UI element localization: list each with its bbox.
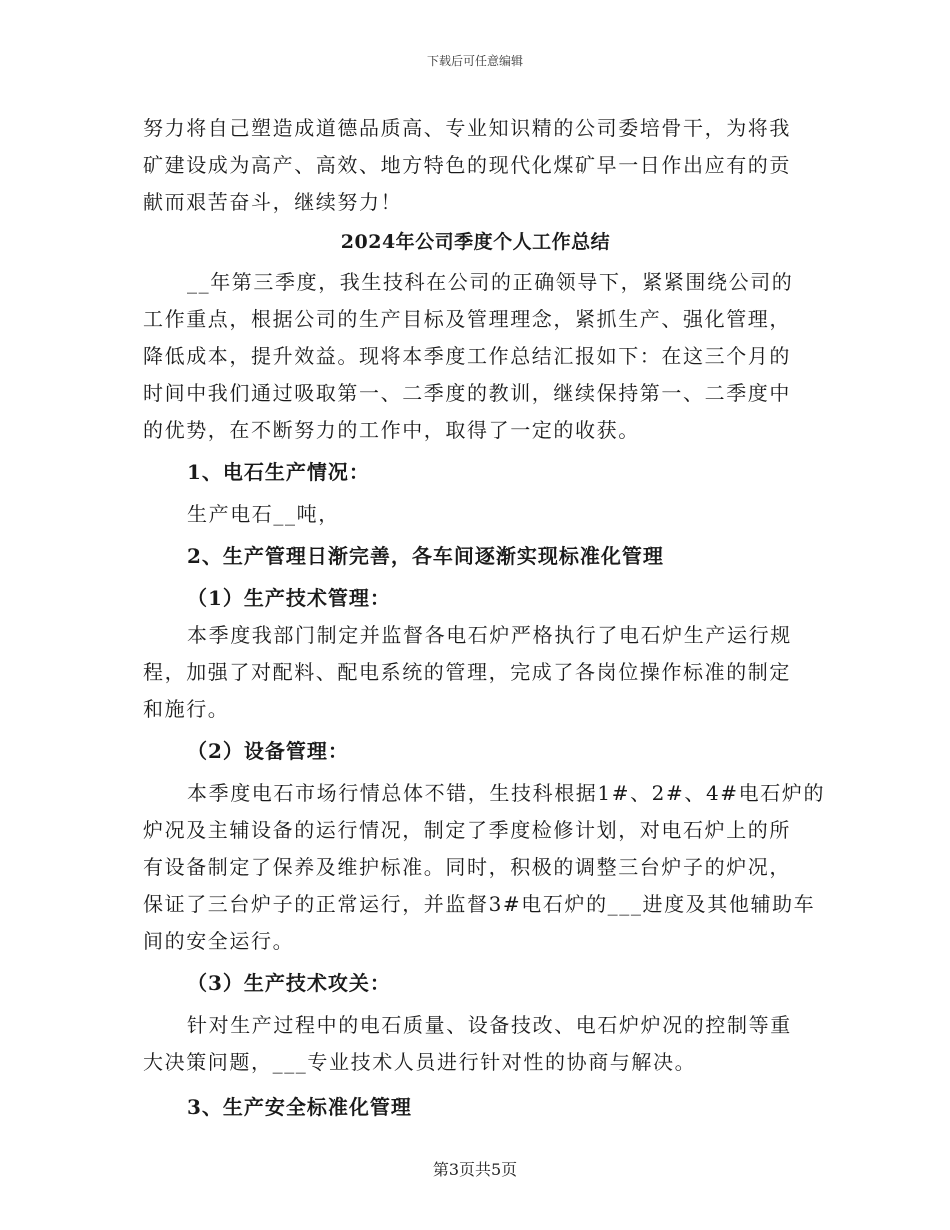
paragraph-line: 献而艰苦奋斗，继续努力！ [143,190,403,214]
page-header: 下载后可任意编辑 [426,54,523,68]
paragraph-line: 本季度我部门制定并监督各电石炉严格执行了电石炉生产运行规 [187,623,792,647]
document-body [143,110,826,1126]
paragraph-line: 大决策问题，___专业技术人员进行针对性的协商与解决。 [143,1050,697,1074]
paragraph-line: 保证了三台炉子的正常运行，并监督3#电石炉的___进度及其他辅助车 [143,892,816,916]
section-heading: 3、生产安全标准化管理 [187,1095,412,1119]
paragraph-line: 有设备制定了保养及维护标准。同时，积极的调整三台炉子的炉况， [143,855,791,879]
paragraph-line: 生产电石__吨， [187,502,340,526]
paragraph-line: 炉况及主辅设备的运行情况，制定了季度检修计划，对电石炉上的所 [143,818,791,842]
paragraph-line: 间的安全运行。 [143,929,295,953]
paragraph-line: 努力将自己塑造成道德品质高、专业知识精的公司委培骨干，为将我 [143,116,791,140]
section-heading: 2、生产管理日渐完善，各车间逐渐实现标准化管理 [187,544,664,568]
subsection-heading: （1）生产技术管理： [187,586,391,610]
paragraph-line: 和施行。 [143,697,230,721]
page-number: 第3页共5页 [432,1160,518,1179]
paragraph-line: 的优势，在不断努力的工作中，取得了一定的收获。 [143,418,640,442]
paragraph-line: 降低成本，提升效益。现将本季度工作总结汇报如下：在这三个月的 [143,344,791,368]
paragraph-line: 矿建设成为高产、高效、地方特色的现代化煤矿早一日作出应有的贡 [143,153,791,177]
paragraph-line: 程，加强了对配料、配电系统的管理，完成了各岗位操作标准的制定 [143,660,791,684]
paragraph-line: 工作重点，根据公司的生产目标及管理理念，紧抓生产、强化管理， [143,307,791,331]
subsection-heading: （3）生产技术攻关： [187,971,391,995]
paragraph-line: __年第三季度，我生技科在公司的正确领导下，紧紧围绕公司的 [187,270,794,294]
paragraph-line: 时间中我们通过吸取第一、二季度的教训，继续保持第一、二季度中 [143,381,791,405]
paragraph-line: 本季度电石市场行情总体不错，生技科根据1#、2#、4#电石炉的 [187,781,826,805]
document-title: 2024年公司季度个人工作总结 [340,231,611,253]
subsection-heading: （2）设备管理： [187,739,349,763]
paragraph-line: 针对生产过程中的电石质量、设备技改、电石炉炉况的控制等重 [187,1013,792,1037]
section-heading: 1、电石生产情况： [187,460,370,484]
